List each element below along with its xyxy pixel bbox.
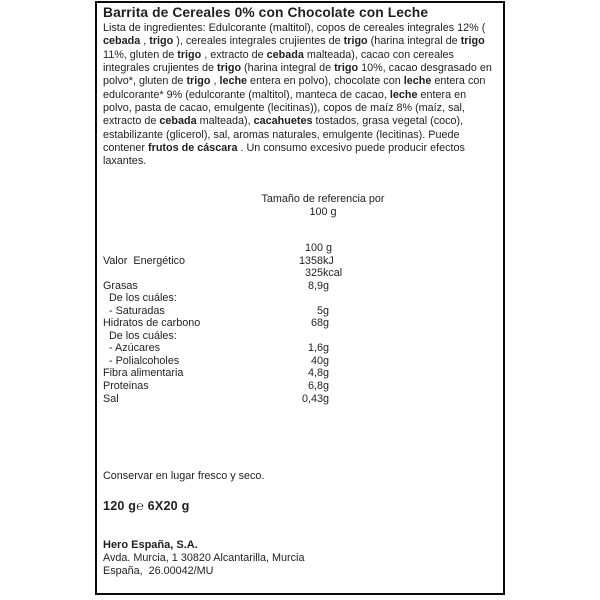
product-label (95, 1, 505, 595)
reference-size-heading: Tamaño de referencia por (261, 193, 385, 205)
ingredients-text (103, 22, 492, 169)
nutrient-value: 40 (310, 354, 323, 367)
nutrient-value: 1,6 (307, 342, 323, 355)
nutrient-value: 6,8 (307, 379, 323, 392)
ingredients-line: integrales crujientes de trigo (harina integral de trigo 10%, cacao desgrasado en (103, 62, 492, 75)
nutrient-value: 325 (304, 267, 323, 280)
ingredients-line: polvo, pasta de cacao, emulgente (lecitinas)), copos de maíz 8% (maíz, sal, (103, 102, 465, 115)
nutrient-label: - Polialcoholes (109, 354, 180, 367)
nutrient-label: - Azúcares (109, 342, 161, 355)
nutrient-unit: g (323, 342, 330, 355)
ingredients-line: 11%, gluten de trigo , extracto de cebada malteada), cacao con cereales (103, 48, 454, 61)
nutrient-unit: g (323, 304, 330, 317)
nutrition-row (103, 330, 501, 343)
nutrient-value: 1358 (298, 254, 323, 267)
ingredients-line: edulcorante* 9% (edulcorante (maltitol), manteca de cacao, leche entera en (103, 88, 467, 101)
nutrition-row (103, 342, 501, 355)
column-header-unit: g (323, 242, 333, 254)
nutrient-label: Fibra alimentaria (103, 367, 184, 380)
manufacturer-address-line2: España, 26.00042/MU (103, 565, 214, 577)
nutrient-unit: g (323, 279, 330, 292)
nutrient-unit: g (323, 392, 330, 405)
nutrition-row (103, 355, 501, 368)
product-title: Barrita de Cereales 0% con Chocolate con Leche (103, 5, 429, 20)
nutrition-row (103, 267, 501, 280)
nutrient-value: 5 (316, 304, 323, 317)
nutrient-value: 8,9 (307, 279, 323, 292)
nutrient-label: Proteinas (103, 379, 149, 392)
reference-size-amount: 100 g (309, 205, 337, 218)
nutrition-row (103, 393, 501, 406)
column-header-number: 100 (304, 242, 323, 254)
nutrition-row (103, 305, 501, 318)
nutrient-value: 68 (310, 317, 323, 330)
nutrient-unit: g (323, 317, 330, 330)
nutrition-row (103, 255, 501, 268)
nutrient-label: Valor Energético (103, 254, 186, 267)
nutrient-value: 4,8 (307, 367, 323, 380)
manufacturer-name: Hero España, S.A. (103, 539, 198, 551)
ingredients-line: extracto de cebada malteada), cacahuetes tostados, grasa vegetal (coco), (103, 115, 464, 128)
net-weight: 120 g℮ 6X20 g (103, 499, 190, 513)
ingredients-line: contener frutos de cáscara . Un consumo excesivo puede producir efectos (103, 142, 465, 155)
nutrient-value: 0,43 (301, 392, 323, 405)
ingredients-line: estabilizante (glicerol), sal, aromas naturales, emulgente (lecitinas). Puede (103, 128, 460, 141)
storage-note: Conservar en lugar fresco y seco. (103, 470, 265, 482)
nutrient-unit: kcal (323, 267, 343, 280)
manufacturer-address-line1: Avda. Murcia, 1 30820 Alcantarilla, Murcia (103, 552, 305, 564)
ingredients-line: Lista de ingredientes: Edulcorante (maltitol), copos de cereales integrales 12% ( (103, 22, 486, 34)
nutrient-label: De los cuáles: (109, 292, 177, 305)
nutrient-label: De los cuáles: (109, 329, 177, 342)
nutrition-row (103, 317, 501, 330)
nutrition-row (103, 280, 501, 293)
ingredients-line: laxantes. (103, 155, 147, 168)
nutrient-label: - Saturadas (109, 304, 165, 317)
nutrition-row (103, 292, 501, 305)
nutrition-row (103, 380, 501, 393)
nutrient-unit: g (323, 354, 330, 367)
nutrition-row (103, 367, 501, 380)
nutrient-unit: g (323, 379, 330, 392)
nutrition-column-header (103, 242, 501, 255)
nutrient-label: Grasas (103, 279, 138, 292)
ingredients-line: cebada , trigo ), cereales integrales crujientes de trigo (harina integral de trigo (103, 35, 485, 48)
ingredients-line: polvo*, gluten de trigo , leche entera en polvo), chocolate con leche entera con (103, 75, 486, 88)
nutrition-rows (103, 255, 501, 406)
nutrient-label: Sal (103, 392, 119, 405)
nutrient-unit: g (323, 367, 330, 380)
nutrient-label: Hidratos de carbono (103, 317, 201, 330)
nutrient-unit: kJ (323, 254, 334, 267)
